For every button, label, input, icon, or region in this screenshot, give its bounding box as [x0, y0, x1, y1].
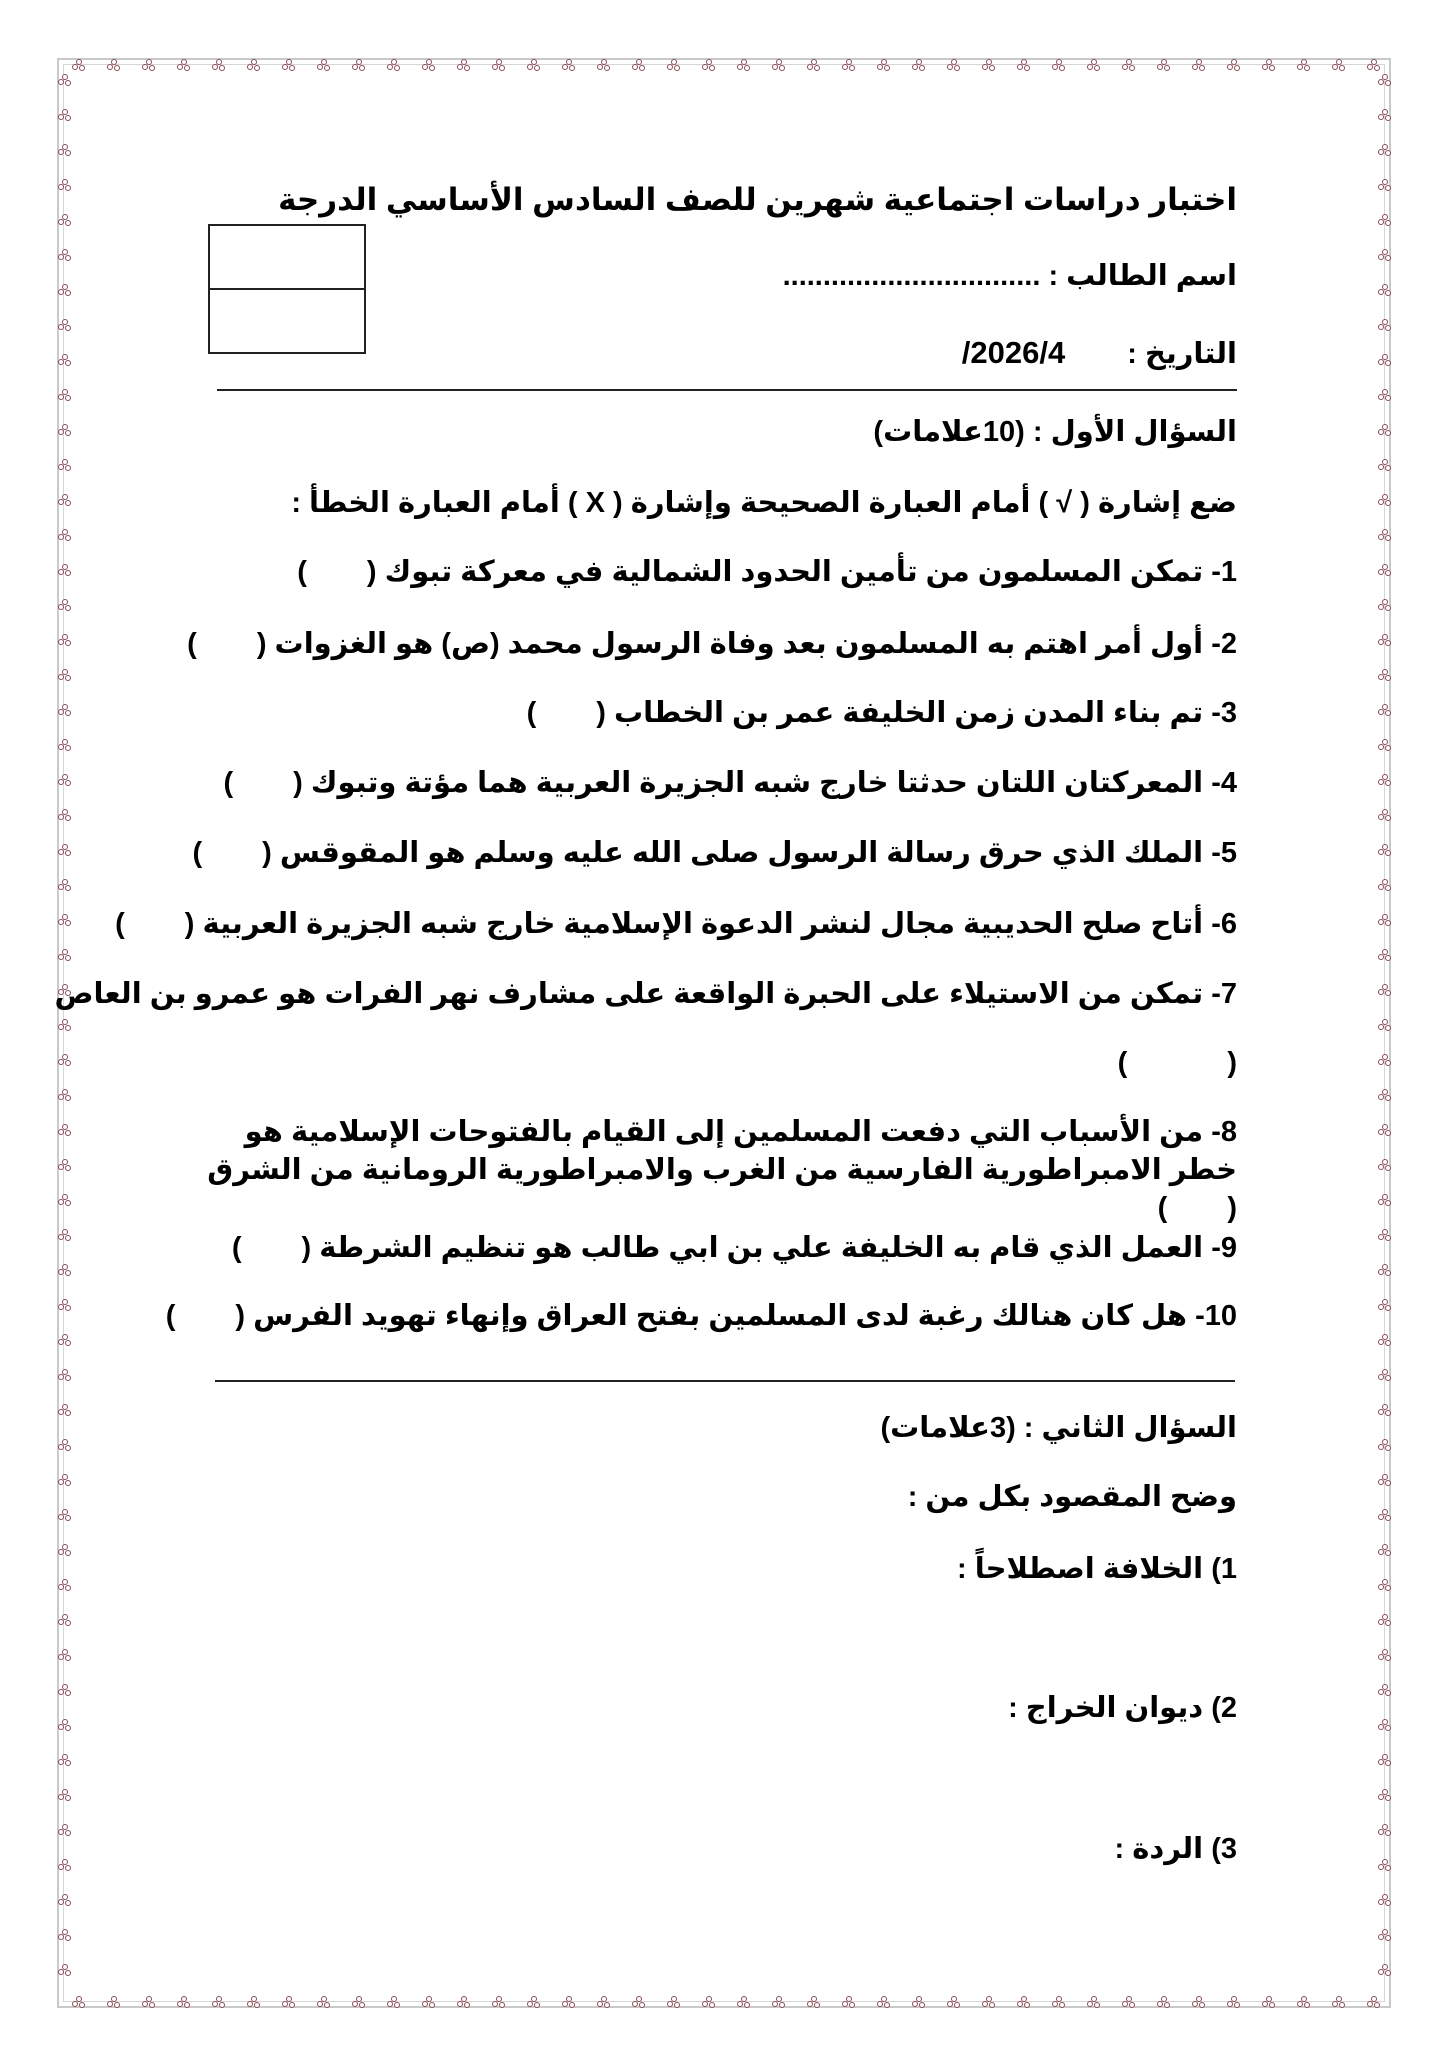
item-text: تمكن من الاستيلاء على الحبرة الواقعة على مشارف نهر الفرات هو عمرو بن العاص — [54, 978, 1204, 1010]
ornament-icon — [58, 389, 70, 400]
ornament-icon — [1192, 59, 1204, 70]
item-number: 1- — [1211, 556, 1237, 588]
ornament-icon — [1378, 529, 1390, 540]
answer-close-paren: ) — [187, 628, 197, 660]
q1-item-7 — [55, 976, 1237, 1012]
ornament-icon — [58, 949, 70, 960]
ornament-icon — [422, 59, 434, 70]
q2-item-2 — [1008, 1690, 1237, 1726]
answer-open-paren: ( — [293, 767, 303, 799]
ornament-icon — [457, 59, 469, 70]
ornament-icon — [1378, 144, 1390, 155]
q1-item-8 — [207, 1113, 1237, 1227]
ornament-icon — [457, 1996, 469, 2007]
ornament-icon — [1378, 1754, 1390, 1765]
ornament-icon — [1378, 424, 1390, 435]
ornament-icon — [1332, 1996, 1344, 2007]
answer-open-paren: ( — [184, 908, 195, 940]
ornament-icon — [58, 1229, 70, 1240]
ornament-icon — [58, 249, 70, 260]
date-value: 2026/4/ — [961, 335, 1066, 370]
item-text: تم بناء المدن زمن الخليفة عمر بن الخطاب — [613, 697, 1204, 729]
ornament-icon — [212, 59, 224, 70]
ornament-icon — [1378, 1474, 1390, 1485]
ornament-icon — [282, 59, 294, 70]
ornament-icon — [58, 1719, 70, 1730]
ornament-icon — [58, 319, 70, 330]
ornament-icon — [58, 1194, 70, 1205]
ornament-icon — [947, 1996, 959, 2007]
ornament-icon — [1052, 1996, 1064, 2007]
q1-item-1 — [297, 554, 1237, 590]
answer-open-paren: ( — [235, 1300, 246, 1332]
item-number: 9- — [1211, 1232, 1237, 1264]
ornament-icon — [317, 59, 329, 70]
ornament-icon — [58, 1579, 70, 1590]
answer-close-paren: ) — [231, 1232, 242, 1264]
ornament-icon — [1378, 599, 1390, 610]
answer-open-paren: ( — [301, 1232, 312, 1264]
ornament-icon — [1378, 179, 1390, 190]
ornament-icon — [702, 1996, 714, 2007]
ornament-icon — [58, 284, 70, 295]
q1-item-6 — [115, 906, 1237, 942]
date-label: التاريخ : — [1127, 338, 1237, 370]
ornament-icon — [58, 739, 70, 750]
answer-open-paren: ( — [256, 628, 267, 660]
ornament-icon — [597, 59, 609, 70]
ornament-icon — [58, 774, 70, 785]
item-number: 6- — [1211, 908, 1237, 940]
ornament-icon — [632, 1996, 644, 2007]
q1-item-3 — [527, 695, 1237, 731]
q1-item-4 — [224, 765, 1238, 801]
answer-close-paren: ) — [526, 697, 537, 729]
date-row — [962, 335, 1237, 372]
ornament-icon — [58, 634, 70, 645]
ornament-icon — [877, 59, 889, 70]
ornament-icon — [1378, 739, 1390, 750]
ornament-icon — [772, 59, 784, 70]
ornament-icon — [1378, 1719, 1390, 1730]
ornament-icon — [58, 844, 70, 855]
question2-heading: السؤال الثاني : (3علامات) — [880, 1412, 1237, 1444]
item-text: هل كان هنالك رغبة لدى المسلمين بفتح العراق وإنهاء تهويد الفرس — [253, 1300, 1196, 1332]
item-number: 3) — [1211, 1833, 1237, 1865]
ornament-icon — [58, 74, 70, 85]
ornament-icon — [58, 144, 70, 155]
ornament-icon — [1378, 774, 1390, 785]
item-text: العمل الذي قام به الخليفة علي بن ابي طالب هو تنظيم الشرطة — [319, 1232, 1204, 1264]
ornament-icon — [58, 669, 70, 680]
answer-close-paren: ) — [165, 1300, 176, 1332]
item-number: 1) — [1211, 1553, 1237, 1585]
ornament-icon — [1378, 1439, 1390, 1450]
ornament-icon — [1227, 59, 1239, 70]
ornament-icon — [1378, 704, 1390, 715]
item-number: 8- — [1211, 1116, 1237, 1148]
ornament-icon — [1157, 59, 1169, 70]
ornament-icon — [58, 1474, 70, 1485]
item-text: تمكن المسلمون من تأمين الحدود الشمالية في معركة تبوك — [384, 556, 1204, 588]
ornament-icon — [142, 59, 154, 70]
ornament-icon — [1192, 1996, 1204, 2007]
q1-item-9 — [232, 1230, 1237, 1266]
ornament-icon — [58, 704, 70, 715]
ornament-icon — [807, 1996, 819, 2007]
ornament-icon — [1378, 214, 1390, 225]
ornament-icon — [1378, 844, 1390, 855]
ornament-icon — [1378, 1264, 1390, 1275]
grade-box[interactable] — [208, 224, 366, 354]
ornament-icon — [422, 1996, 434, 2007]
ornament-icon — [1378, 1649, 1390, 1660]
ornament-icon — [1378, 984, 1390, 995]
answer-open-paren: ( — [262, 837, 272, 869]
ornament-icon — [58, 1089, 70, 1100]
ornament-icon — [58, 1614, 70, 1625]
ornament-icon — [1378, 1684, 1390, 1695]
ornament-icon — [1378, 249, 1390, 260]
ornament-icon — [58, 1019, 70, 1030]
ornament-icon — [1378, 319, 1390, 330]
ornament-icon — [58, 1754, 70, 1765]
ornament-icon — [1378, 1859, 1390, 1870]
ornament-icon — [58, 1054, 70, 1065]
answer-open-paren: ( — [1227, 1192, 1237, 1224]
ornament-icon — [1378, 1159, 1390, 1170]
ornament-icon — [1378, 1229, 1390, 1240]
answer-open-paren: ( — [1227, 1047, 1237, 1079]
q1-item-7-answer — [1118, 1045, 1237, 1081]
ornament-icon — [807, 59, 819, 70]
ornament-icon — [247, 1996, 259, 2007]
ornament-icon — [1378, 1054, 1390, 1065]
item-number: 10- — [1195, 1300, 1237, 1332]
ornament-icon — [1378, 1894, 1390, 1905]
ornament-icon — [1087, 1996, 1099, 2007]
item-text: أتاح صلح الحديبية مجال لنشر الدعوة الإسلامية خارج شبه الجزيرة العربية — [202, 908, 1204, 940]
ornament-icon — [982, 59, 994, 70]
ornament-icon — [58, 1124, 70, 1135]
ornament-icon — [58, 1159, 70, 1170]
ornament-icon — [58, 599, 70, 610]
ornament-icon — [1378, 284, 1390, 295]
ornament-icon — [58, 1649, 70, 1660]
ornament-icon — [58, 1509, 70, 1520]
student-name-label: اسم الطالب : — [1040, 260, 1237, 292]
exam-title: اختبار دراسات اجتماعية شهرين للصف السادس الأساسي الدرجة — [278, 182, 1237, 217]
question1-instruction: ضع إشارة ( √ ) أمام العبارة الصحيحة وإشارة ( X ) أمام العبارة الخطأ : — [291, 487, 1237, 519]
ornament-icon — [387, 59, 399, 70]
ornament-icon — [1378, 1124, 1390, 1135]
ornament-icon — [107, 59, 119, 70]
ornament-icon — [1087, 59, 1099, 70]
ornament-icon — [58, 914, 70, 925]
item-text: المعركتان اللتان حدثتا خارج شبه الجزيرة العربية هما مؤتة وتبوك — [310, 767, 1204, 799]
ornament-icon — [58, 1684, 70, 1695]
ornament-icon — [1378, 1509, 1390, 1520]
section-divider — [215, 1380, 1235, 1382]
ornament-icon — [842, 1996, 854, 2007]
ornament-icon — [1378, 1194, 1390, 1205]
item-number: 4- — [1211, 767, 1237, 799]
ornament-icon — [58, 1929, 70, 1940]
ornament-icon — [737, 59, 749, 70]
q1-item-5 — [192, 835, 1237, 871]
header-divider — [217, 389, 1237, 391]
item-text: من الأسباب التي دفعت المسلمين إلى القيام بالفتوحات الإسلامية هو خطر الامبراطورية الفارسية من الغرب والامبراطورية الرومانية من الشرق — [207, 1116, 1237, 1186]
ornament-icon — [177, 59, 189, 70]
ornament-icon — [58, 494, 70, 505]
ornament-icon — [1297, 59, 1309, 70]
q2-item-1 — [957, 1551, 1237, 1587]
ornament-icon — [1378, 949, 1390, 960]
ornament-icon — [527, 1996, 539, 2007]
ornament-icon — [1378, 1404, 1390, 1415]
ornament-icon — [632, 59, 644, 70]
ornament-icon — [1378, 354, 1390, 365]
answer-open-paren: ( — [366, 556, 377, 588]
ornament-icon — [1378, 564, 1390, 575]
ornament-icon — [597, 1996, 609, 2007]
item-number: 7- — [1211, 978, 1237, 1010]
ornament-icon — [1378, 879, 1390, 890]
ornament-icon — [58, 1824, 70, 1835]
ornament-icon — [247, 59, 259, 70]
ornament-icon — [58, 1439, 70, 1450]
ornament-icon — [877, 1996, 889, 2007]
ornament-icon — [562, 1996, 574, 2007]
ornament-icon — [107, 1996, 119, 2007]
ornament-icon — [1378, 669, 1390, 680]
ornament-icon — [1378, 494, 1390, 505]
ornament-icon — [58, 214, 70, 225]
ornament-icon — [982, 1996, 994, 2007]
item-number: 2) — [1211, 1692, 1237, 1724]
ornament-icon — [58, 879, 70, 890]
ornament-icon — [667, 1996, 679, 2007]
ornament-icon — [58, 809, 70, 820]
student-name-field[interactable]: ................................ — [782, 260, 1041, 292]
ornament-icon — [58, 1334, 70, 1345]
ornament-icon — [58, 1544, 70, 1555]
q1-item-2 — [187, 626, 1237, 662]
ornament-icon — [58, 564, 70, 575]
ornament-icon — [1017, 1996, 1029, 2007]
item-text: الردة : — [1114, 1833, 1204, 1865]
item-number: 5- — [1211, 837, 1237, 869]
ornament-icon — [1378, 1614, 1390, 1625]
answer-open-paren: ( — [596, 697, 606, 729]
item-text: الملك الذي حرق رسالة الرسول صلى الله عليه وسلم هو المقوقس — [279, 837, 1204, 869]
item-number: 2- — [1211, 628, 1237, 660]
ornament-icon — [72, 1996, 84, 2007]
ornament-icon — [387, 1996, 399, 2007]
ornament-icon — [1378, 1369, 1390, 1380]
ornament-icon — [562, 59, 574, 70]
ornament-icon — [317, 1996, 329, 2007]
ornament-icon — [1297, 1996, 1309, 2007]
ornament-icon — [1378, 1544, 1390, 1555]
ornament-icon — [1227, 1996, 1239, 2007]
ornament-icon — [58, 529, 70, 540]
ornament-icon — [842, 59, 854, 70]
ornament-icon — [1122, 59, 1134, 70]
ornament-icon — [58, 1404, 70, 1415]
ornament-icon — [1052, 59, 1064, 70]
ornament-icon — [58, 1859, 70, 1870]
ornament-icon — [1378, 1089, 1390, 1100]
ornament-icon — [58, 459, 70, 470]
ornament-icon — [1157, 1996, 1169, 2007]
ornament-icon — [702, 59, 714, 70]
ornament-icon — [58, 109, 70, 120]
answer-close-paren: ) — [297, 556, 307, 588]
ornament-icon — [1262, 1996, 1274, 2007]
ornament-icon — [1378, 1929, 1390, 1940]
ornament-icon — [1378, 1789, 1390, 1800]
item-text: الخلافة اصطلاحاً : — [957, 1553, 1204, 1585]
q1-item-10 — [166, 1298, 1237, 1334]
ornament-icon — [772, 1996, 784, 2007]
ornament-icon — [912, 1996, 924, 2007]
ornament-icon — [1378, 914, 1390, 925]
ornament-icon — [58, 354, 70, 365]
ornament-icon — [1378, 1579, 1390, 1590]
ornament-icon — [1378, 74, 1390, 85]
ornament-icon — [912, 59, 924, 70]
ornament-icon — [58, 1264, 70, 1275]
ornament-icon — [282, 1996, 294, 2007]
ornament-icon — [58, 1894, 70, 1905]
question2-instruction: وضح المقصود بكل من : — [907, 1481, 1237, 1513]
ornament-icon — [667, 59, 679, 70]
student-name-row — [783, 258, 1237, 294]
ornament-icon — [1378, 1019, 1390, 1030]
item-number: 3- — [1211, 697, 1237, 729]
ornament-icon — [1262, 59, 1274, 70]
ornament-icon — [352, 59, 364, 70]
ornament-icon — [1367, 59, 1379, 70]
ornament-icon — [1378, 389, 1390, 400]
ornament-icon — [177, 1996, 189, 2007]
ornament-icon — [58, 179, 70, 190]
ornament-icon — [1378, 1824, 1390, 1835]
question1-heading: السؤال الأول : (10علامات) — [873, 416, 1237, 448]
answer-close-paren: ) — [1157, 1192, 1168, 1224]
ornament-icon — [1378, 1334, 1390, 1345]
ornament-icon — [1378, 459, 1390, 470]
ornament-icon — [492, 59, 504, 70]
q2-item-3 — [1115, 1831, 1237, 1867]
ornament-icon — [1122, 1996, 1134, 2007]
item-text: أول أمر اهتم به المسلمون بعد وفاة الرسول محمد (ص) هو الغزوات — [274, 628, 1204, 660]
ornament-icon — [1378, 109, 1390, 120]
ornament-icon — [1017, 59, 1029, 70]
ornament-icon — [1378, 809, 1390, 820]
ornament-icon — [1378, 634, 1390, 645]
ornament-icon — [58, 1964, 70, 1975]
item-text: ديوان الخراج : — [1008, 1692, 1204, 1724]
ornament-icon — [1378, 1964, 1390, 1975]
ornament-icon — [1332, 59, 1344, 70]
answer-close-paren: ) — [223, 767, 234, 799]
grade-box-divider — [210, 288, 364, 290]
ornament-icon — [58, 1789, 70, 1800]
answer-close-paren: ) — [115, 908, 125, 940]
ornament-icon — [737, 1996, 749, 2007]
ornament-icon — [947, 59, 959, 70]
ornament-icon — [492, 1996, 504, 2007]
ornament-icon — [1367, 1996, 1379, 2007]
ornament-icon — [352, 1996, 364, 2007]
answer-close-paren: ) — [192, 837, 203, 869]
ornament-icon — [142, 1996, 154, 2007]
ornament-icon — [58, 424, 70, 435]
ornament-icon — [58, 1369, 70, 1380]
ornament-icon — [1378, 1299, 1390, 1310]
ornament-icon — [527, 59, 539, 70]
ornament-icon — [212, 1996, 224, 2007]
ornament-icon — [72, 59, 84, 70]
answer-close-paren: ) — [1117, 1047, 1128, 1079]
ornament-icon — [58, 1299, 70, 1310]
